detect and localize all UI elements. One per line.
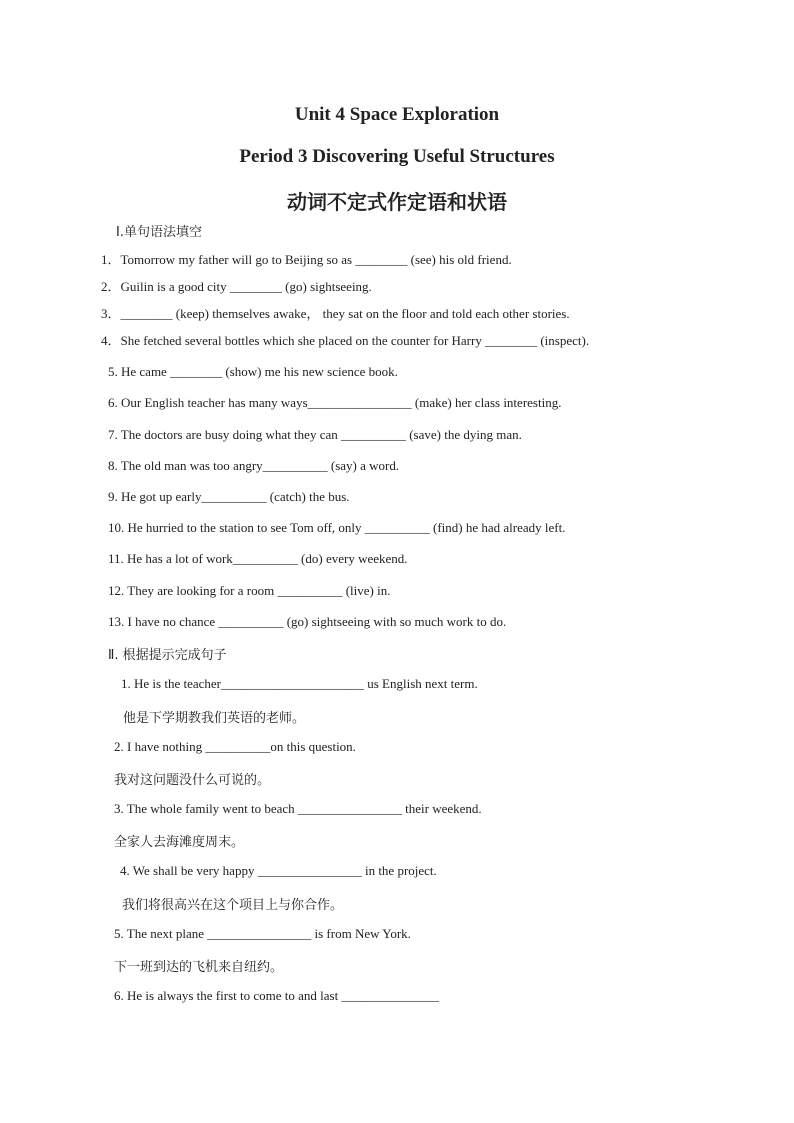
period-title: Period 3 Discovering Useful Structures [239,146,555,167]
exercise-item: 11. He has a lot of work__________ (do) every weekend. [108,551,408,566]
topic-title: 动词不定式作定语和状语 [287,190,507,214]
exercise-item: 1．Tomorrow my father will go to Beijing so as ________ (see) his old friend. [101,252,512,267]
section-1-heading: Ⅰ.单句语法填空 [116,225,202,240]
exercise-item: 5. He came ________ (show) me his new science book. [108,364,398,379]
translation-hint: 我们将很高兴在这个项目上与你合作。 [122,898,344,913]
translation-item: 3. The whole family went to beach ________________ their weekend. [114,801,482,816]
translation-hint: 全家人去海滩度周末。 [114,835,245,850]
translation-item: 5. The next plane ________________ is from New York. [114,926,411,941]
exercise-item: 8. The old man was too angry__________ (say) a word. [108,458,400,473]
unit-title: Unit 4 Space Exploration [294,104,500,125]
translation-hint: 下一班到达的飞机来自纽约。 [114,960,284,975]
exercise-item: 12. They are looking for a room __________ (live) in. [108,583,391,598]
exercise-item: 3．________ (keep) themselves awake， they sat on the floor and told each other stories. [101,306,570,321]
exercise-item: 7. The doctors are busy doing what they can __________ (save) the dying man. [108,427,522,442]
translation-item: 4. We shall be very happy ________________ in the project. [120,863,437,878]
exercise-item: 2．Guilin is a good city ________ (go) sightseeing. [101,279,372,294]
translation-item: 1. He is the teacher______________________ us English next term. [121,676,478,691]
translation-item: 6. He is always the first to come to and last _______________ [114,988,439,1003]
exercise-item: 4．She fetched several bottles which she placed on the counter for Harry ________ (inspect). [101,333,590,348]
translation-hint: 他是下学期教我们英语的老师。 [123,711,306,726]
exercise-item: 13. I have no chance __________ (go) sightseeing with so much work to do. [108,614,507,629]
exercise-item: 9. He got up early__________ (catch) the bus. [108,489,350,504]
exercise-item: 10. He hurried to the station to see Tom off, only __________ (find) he had already left. [108,520,566,535]
section-2-heading: Ⅱ. 根据提示完成句子 [108,648,227,663]
translation-item: 2. I have nothing __________on this question. [114,739,356,754]
translation-hint: 我对这问题没什么可说的。 [114,773,271,788]
exercise-item: 6. Our English teacher has many ways________________ (make) her class interesting. [108,395,562,410]
